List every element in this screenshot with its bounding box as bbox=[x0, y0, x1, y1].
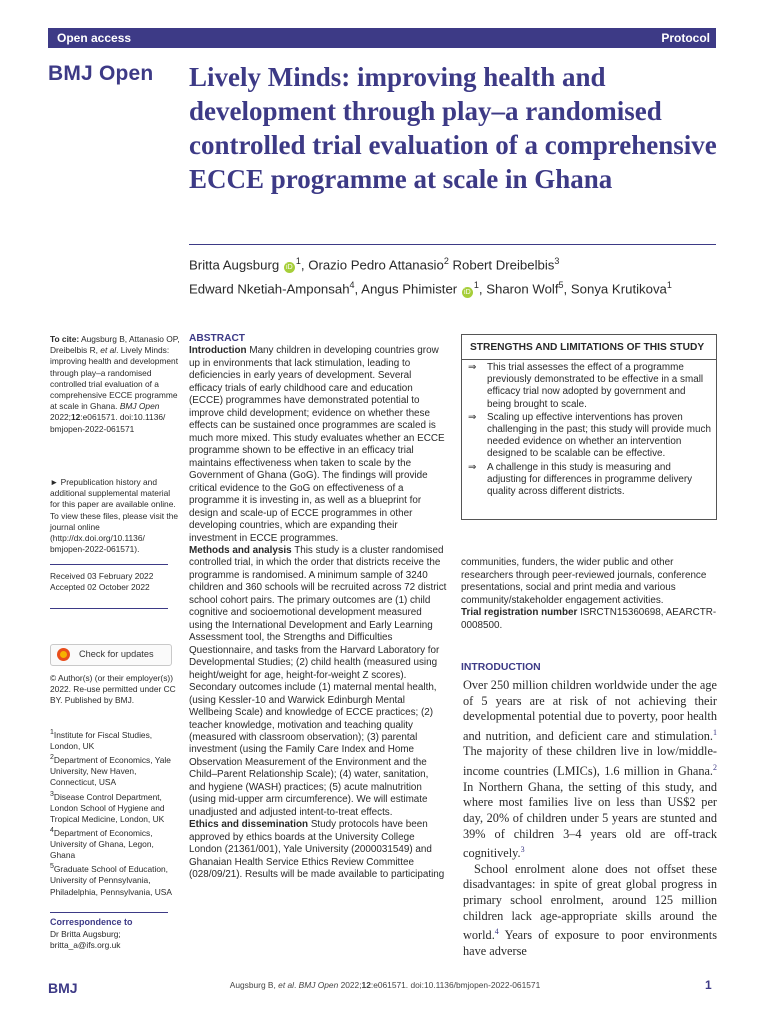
list-item: ⇒ A challenge in this study is measuring and adjusting for differences in programme delivery quality across different districts. bbox=[468, 461, 693, 498]
arrow-icon: ⇒ bbox=[468, 461, 477, 473]
strengths-list bbox=[468, 362, 712, 499]
crossmark-icon bbox=[57, 648, 70, 661]
abstract-introduction: Introduction Many children in developing countries grow up in environments that lack stimulation, leading to deficiencies in early years of development. Several efficacy trials of early childhood care and education (ECCE) programmes have demonstrated potential to improve child development; evidence on whether these effects can be sustained once programmes are scaled is much more mixed. This study evaluates whether an ECCE programme shown to be effective in an efficacy trial maintains effectiveness when taken to scale by the Government of Ghana (GoG). The findings will provide critical evidence to the GoG on effectiveness of a programme it is investing in, as well as a blueprint for design and scale-up of ECCE programmes in other developing countries, which are expanding their investment in ECCE programmes. bbox=[189, 345, 445, 544]
trial-registration: Trial registration number ISRCTN15360698, AEARCTR-0008500. bbox=[461, 607, 717, 631]
title-divider bbox=[189, 244, 716, 245]
author-name: Sharon Wolf bbox=[486, 281, 559, 297]
dates-block bbox=[50, 571, 180, 593]
affiliations-list bbox=[50, 727, 180, 898]
received-date: Received 03 February 2022 bbox=[50, 571, 154, 581]
affiliation-item: $^4$Department of Economics, University of Ghana, Legon, Ghana bbox=[50, 827, 154, 861]
author-name: Britta Augsburg bbox=[189, 257, 280, 273]
author-affiliation: 1 bbox=[295, 256, 301, 266]
abstract-methods: Methods and analysis This study is a cluster randomised controlled trial, in which the order that districts receive the programme is randomised. A minimum sample of 3240 children and 360 schools will be recruited across 72 district school cohort pairs. The primary outcomes are (1) child cognitive and socioemotional development measured using the International Development and Early Learning Assessment tool, the Strengths and Difficulties Questionnaire, and tasks from the Harvard Laboratory for Developmental Studies; (2) child health (measured using height/weight for age, height-for-weight Z scores). Secondary outcomes include (1) maternal mental health, (using Kessler-10 and Warwick Edinburgh Mental Wellbeing Scale) and knowledge of ECCE practices; (2) teacher knowledge, motivation and teaching quality (measured with classroom observation); (3) parental investment (using the Family Care Index and Home Observation Measurement of the Environment and the Child–Parent Relationship Scale); (4) water, sanitation, and hygiene (WASH) practices; (5) acute malnutrition (using mid-upper arm circumference). We will estimate unadjusted and adjusted intent-to-treat effects. bbox=[189, 544, 447, 818]
affiliation-item: $^5$Graduate School of Education, University of Pennsylvania, Philadelphia, Pennsylvania, USA bbox=[50, 863, 172, 897]
prepublication-note: ► Prepublication history and additional supplemental material for this paper are available online. To view these files, please visit the journal online (http://dx.doi.org/10.1136/ bmjopen-2022-061571). bbox=[50, 477, 179, 555]
check-for-updates-button[interactable] bbox=[50, 644, 172, 666]
affiliation-item: $^2$Department of Economics, Yale University, New Haven, Connecticut, USA bbox=[50, 754, 171, 788]
introduction-body bbox=[463, 678, 717, 959]
footer-citation: Augsburg B, et al. BMJ Open 2022;12:e061571. doi:10.1136/bmjopen-2022-061571 bbox=[229, 980, 541, 990]
correspondent-email[interactable]: britta_a@ifs.org.uk bbox=[50, 940, 121, 951]
list-item: ⇒ Scaling up effective interventions has proven challenging in the past; this study will provide much needed evidence on whether an intervention designed to be scalable can be effective. bbox=[468, 411, 711, 460]
divider bbox=[50, 608, 168, 609]
page-number: 1 bbox=[705, 978, 712, 992]
reference-link[interactable]: 2 bbox=[713, 763, 717, 773]
accepted-date: Accepted 02 October 2022 bbox=[50, 582, 150, 593]
box-divider bbox=[462, 359, 716, 360]
affiliation-item: $^1$Institute for Fiscal Studies, London, UK bbox=[50, 729, 153, 751]
reference-link[interactable]: 1 bbox=[713, 727, 717, 737]
orcid-icon[interactable]: iD bbox=[462, 287, 473, 298]
copyright-notice: © Author(s) (or their employer(s)) 2022. Re-use permitted under CC BY. Published by BMJ. bbox=[50, 673, 176, 706]
citation-block: To cite: Augsburg B, Attanasio OP, Dreibelbis R, et al. Lively Minds: improving health and development through play–a randomised controlled trial evaluation of a comprehensive ECCE programme at scale in Ghana. BMJ Open 2022;12:e061571. doi:10.1136/ bmjopen-2022-061571 bbox=[50, 334, 180, 434]
journal-brand: BMJ Open bbox=[48, 62, 154, 85]
divider bbox=[50, 912, 168, 913]
bmj-logo: BMJ bbox=[48, 980, 78, 996]
correspondence-block bbox=[50, 929, 180, 951]
abstract-ethics: Ethics and dissemination Study protocols have been approved by ethics boards at the University College London (21361/001), Yale University (2000031549) and Ghanaian Health Service Ethics Review Committee (028/09/21). Results will be made available to participating bbox=[189, 819, 445, 881]
author-list: Britta Augsburg $iD^1$, Orazio Pedro Attanasio$^2$ Robert Dreibelbis$^3$ Edward Nketiah-Amponsah$^4$, Angus Phimister $iD^1$, Sharon Wolf$^5$, Sonya Krutikova$^1$ bbox=[189, 256, 672, 297]
abstract-heading: ABSTRACT bbox=[189, 333, 246, 344]
author-name: Robert Dreibelbis bbox=[452, 257, 555, 273]
author-affiliation: 1 bbox=[666, 280, 672, 291]
article-title: Lively Minds: improving health and development through play–a randomised controlled trial evaluation of a comprehensive ECCE programme at scale in Ghana bbox=[189, 62, 717, 194]
open-access-label: Open access bbox=[57, 31, 132, 45]
abstract bbox=[189, 333, 447, 882]
correspondent-name: Dr Britta Augsburg; bbox=[50, 929, 121, 939]
article-type-label: Protocol bbox=[661, 31, 710, 45]
arrow-icon: ⇒ bbox=[468, 362, 477, 373]
divider bbox=[50, 564, 168, 565]
author-name: Edward Nketiah-Amponsah bbox=[189, 281, 350, 297]
orcid-icon[interactable]: iD bbox=[284, 262, 295, 273]
list-item: ⇒ This trial assesses the effect of a programme previously demonstrated to be effective in a small efficacy trial now adopted by government and being brought to scale. bbox=[468, 362, 704, 410]
correspondence-heading: Correspondence to bbox=[50, 917, 133, 927]
top-banner bbox=[48, 28, 716, 48]
author-affiliation: 5 bbox=[558, 280, 564, 291]
author-affiliation: 2 bbox=[443, 256, 449, 266]
paragraph: Over 250 million children worldwide under the age of 5 years are at risk of not achieving their developmental potential due to poverty, poor health and nutrition, and deficient care and stimulation.$^1$ The majority of these children live in low/middle-income countries (LMICs), 1.6 million in Ghana.$^2$ In Northern Ghana, the setting of this study, and where most families live on less than US$2 per day, 20% of children under 5 years are stunted and 39% of children 3–4 years old are off-track cognitively.$^3$ bbox=[463, 678, 717, 861]
author-affiliation: 1 bbox=[473, 280, 479, 291]
strengths-limitations-box bbox=[461, 334, 717, 520]
author-name: Angus Phimister bbox=[361, 281, 458, 297]
author-affiliation: 3 bbox=[554, 256, 560, 266]
strengths-heading: STRENGTHS AND LIMITATIONS OF THIS STUDY bbox=[470, 342, 705, 353]
affiliation-item: $^3$Disease Control Department, London School of Hygiene and Tropical Medicine, London, UK bbox=[50, 790, 165, 824]
introduction-heading: INTRODUCTION bbox=[461, 662, 541, 673]
author-name: Sonya Krutikova bbox=[570, 281, 667, 297]
reference-link[interactable]: 4 bbox=[494, 927, 499, 937]
paragraph: School enrolment alone does not offset these disadvantages: in spite of great global progress in primary school enrolment, around 125 million children lack age-appropriate skills around the world.$^4$ Years of exposure to poor environments have adverse bbox=[463, 861, 717, 958]
author-name: Orazio Pedro Attanasio bbox=[308, 257, 444, 273]
reference-link[interactable]: 3 bbox=[520, 845, 525, 855]
abstract-continued: communities, funders, the wider public and other researchers through peer-reviewed journals, conference presentations, social and print media and various community/stakeholder engagement activities. Trial registration number ISRCTN15360698, AEARCTR-0008500. bbox=[461, 557, 719, 632]
author-affiliation: 4 bbox=[349, 280, 355, 291]
arrow-icon: ⇒ bbox=[468, 411, 477, 423]
check-for-updates-label: Check for updates bbox=[79, 649, 154, 659]
